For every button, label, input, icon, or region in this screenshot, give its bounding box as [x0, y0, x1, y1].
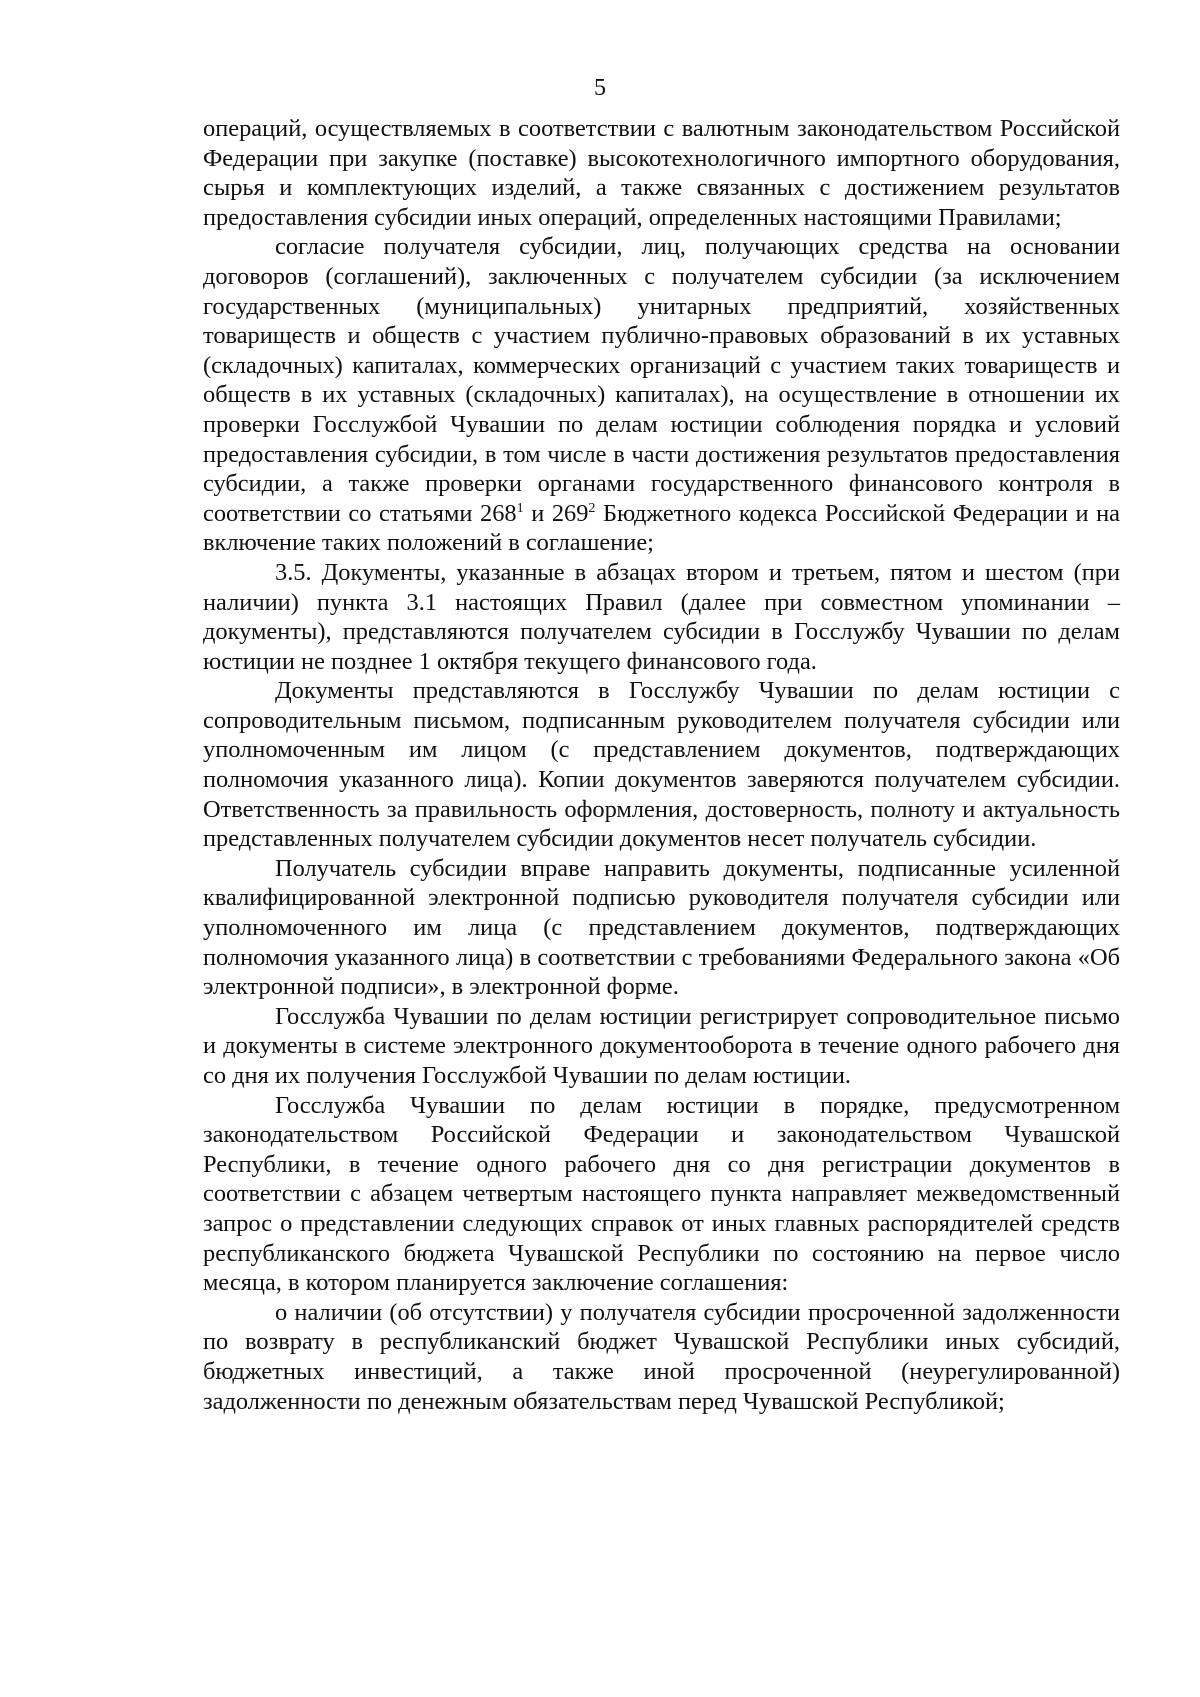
paragraph-documents-submission — [203, 676, 1120, 854]
paragraph-text: Получатель субсидии вправе направить документы, подписанные усиленной квалифицированной электронной подписью руководителя получателя субсидии или уполномоченного им лица (с представлением документов, подтверждающих полномочия указанного лица) в соответствии с требованиями Федерального закона «Об электронной подписи», в электронной форме. — [203, 854, 1120, 1001]
page-number: 5 — [594, 75, 606, 101]
superscript-index: 2 — [588, 500, 596, 516]
document-body — [203, 114, 1120, 1416]
paragraph-text: о наличии (об отсутствии) у получателя субсидии просроченной задолженности по возврату в республиканский бюджет Чувашской Республики иных субсидий, бюджетных инвестиций, а также иной просроченной (неурегулированной) задолженности по денежным обязательствам перед Чувашской Республикой; — [203, 1298, 1120, 1415]
paragraph-consent — [203, 232, 1120, 558]
paragraph-text: Госслужба Чувашии по делам юстиции регистрирует сопроводительное письмо и документы в системе электронного документооборота в течение одного рабочего дня со дня их получения Госслужбой Чувашии по делам юстиции. — [203, 1002, 1120, 1089]
paragraph-text: Бюджетного кодекса Российской Федерации и на включение таких положений в соглашение; — [203, 499, 1120, 557]
paragraph-interagency-request — [203, 1091, 1120, 1298]
paragraph-3-5 — [203, 558, 1120, 676]
paragraph-text: операций, осуществляемых в соответствии с валютным законодательством Российской Федерации при закупке (поставке) высокотехнологичного импортного оборудования, сырья и комплектующих изделий, а также связанных с достижением результатов предоставления субсидии иных операций, определенных настоящими Правилами; — [203, 115, 1120, 231]
paragraph-electronic-signature — [203, 854, 1120, 1002]
paragraph-operations-continuation — [203, 114, 1120, 232]
paragraph-text: Документы представляются в Госслужбу Чувашии по делам юстиции с сопроводительным письмом, подписанным руководителем получателя субсидии или уполномоченным им лицом (с представлением документов, подтверждающих полномочия указанного лица). Копии документов заверяются получателем субсидии. Ответственность за правильность оформления, достоверность, полноту и актуальность представленных получателем субсидии документов несет получатель субсидии. — [203, 677, 1120, 853]
paragraph-debt-certificate — [203, 1298, 1120, 1416]
paragraph-text: Госслужба Чувашии по делам юстиции в порядке, предусмотренном законодательством Российской Федерации и законодательством Чувашской Республики, в течение одного рабочего дня со дня регистрации документов в соответствии с абзацем четвертым настоящего пункта направляет межведомственный запрос о представлении следующих справок от иных главных распорядителей средств республиканского бюджета Чувашской Республики по состоянию на первое число месяца, в котором планируется заключение соглашения: — [203, 1091, 1120, 1297]
superscript-index: 1 — [516, 500, 524, 516]
paragraph-text: и 269 — [523, 499, 589, 527]
paragraph-text: 3.5. Документы, указанные в абзацах втором и третьем, пятом и шестом (при наличии) пункта 3.1 настоящих Правил (далее при совместном упоминании – документы), представляются получателем субсидии в Госслужбу Чувашии по делам юстиции не позднее 1 октября текущего финансового года. — [203, 558, 1120, 675]
paragraph-registration — [203, 1002, 1120, 1091]
paragraph-text: согласие получателя субсидии, лиц, получающих средства на основании договоров (соглашений), заключенных с получателем субсидии (за исключением государственных (муниципальных) унитарных предприятий, хозяйственных товариществ и обществ с участием публично-правовых образований в их уставных (складочных) капиталах, коммерческих организаций с участием таких товариществ и обществ в их уставных (складочных) капиталах), на осуществление в отношении их проверки Госслужбой Чувашии по делам юстиции соблюдения порядка и условий предоставления субсидии, в том числе в части достижения результатов предоставления субсидии, а также проверки органами государственного финансового контроля в соответствии со статьями 268 — [203, 233, 1120, 527]
